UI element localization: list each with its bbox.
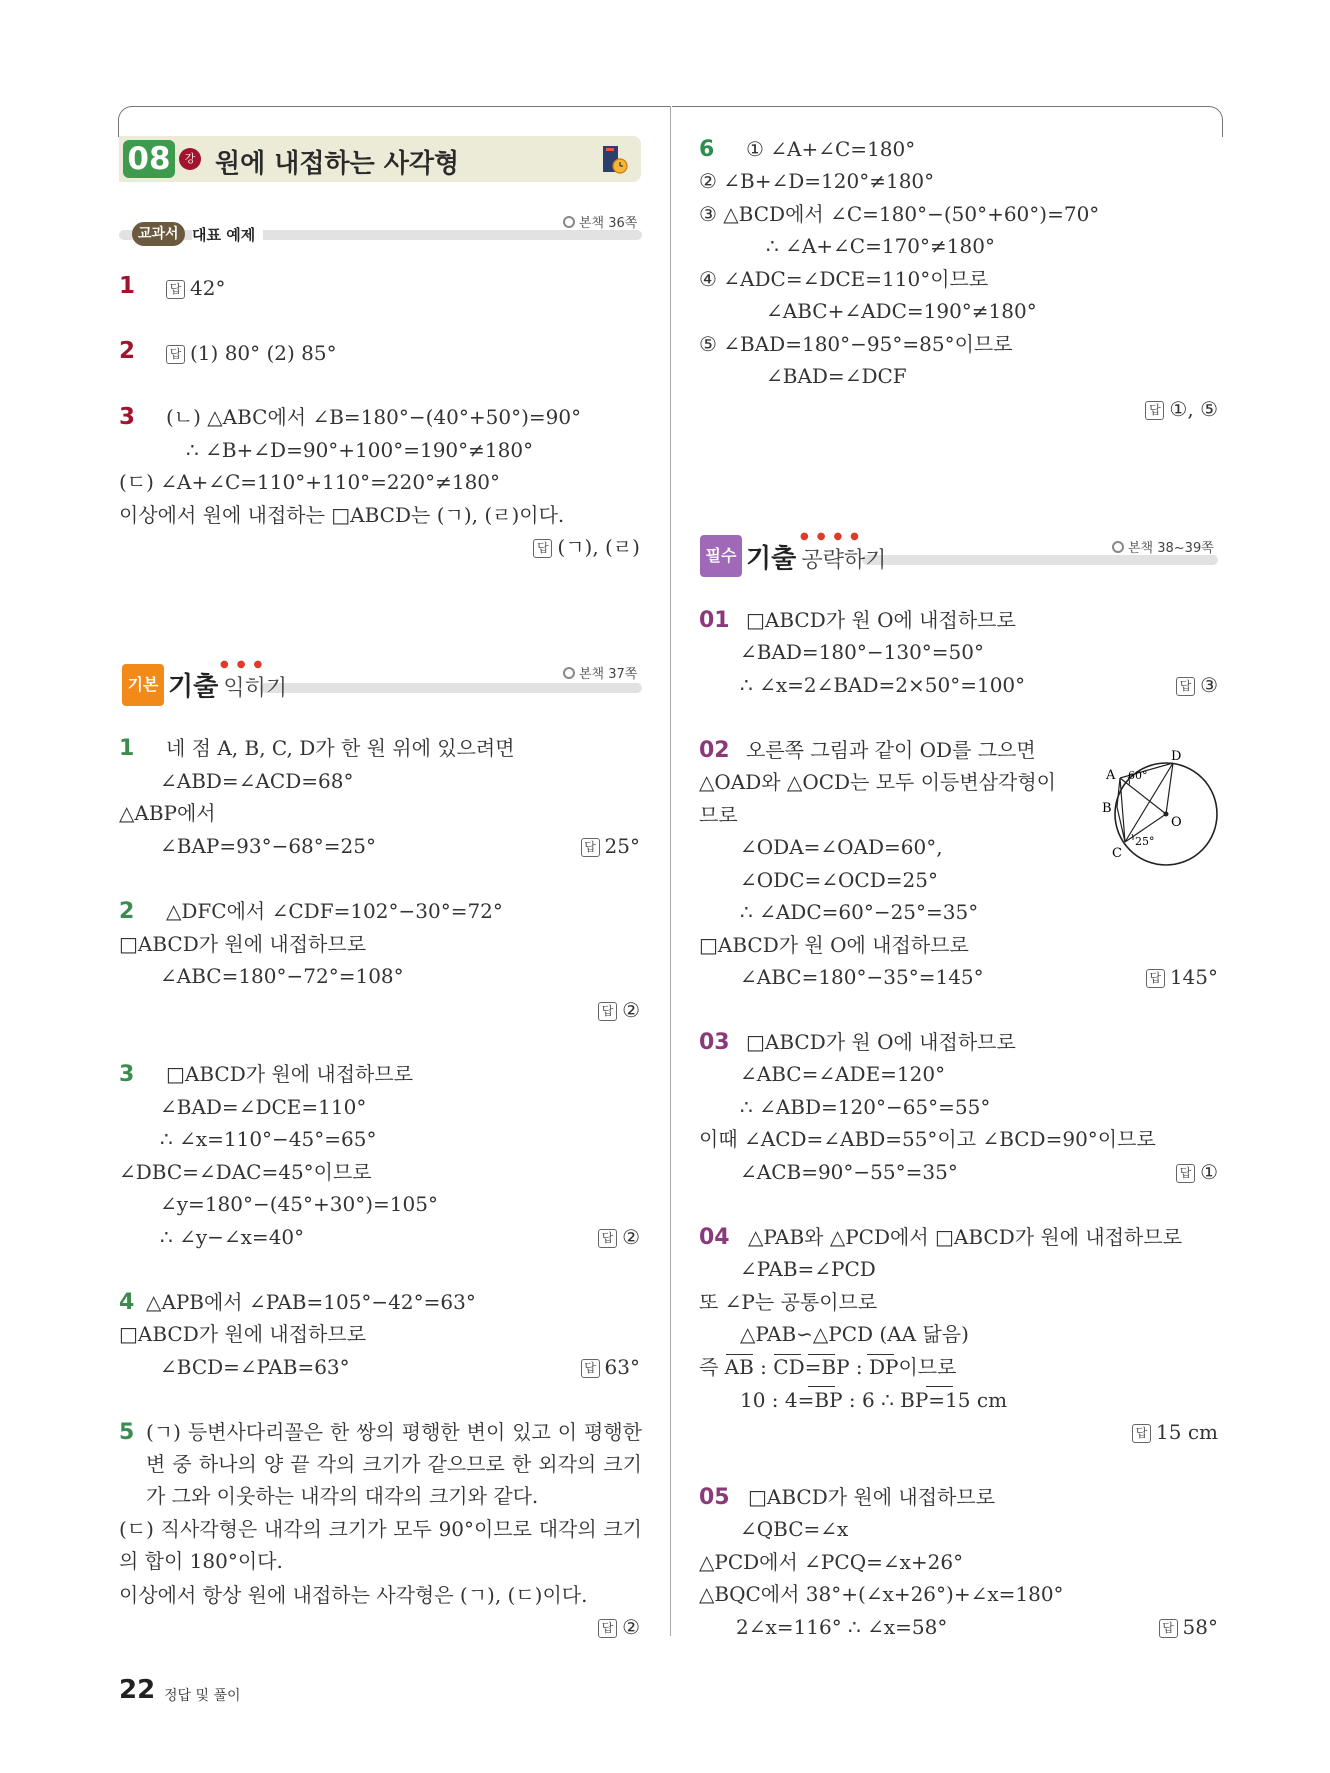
basic-title-dots: ●●● <box>220 659 271 670</box>
b3-line-2: ∠BAD=∠DCE=110° <box>160 1095 367 1119</box>
tx-num-3: 3 <box>119 404 136 430</box>
b3-line-1: □ABCD가 원에 내접하므로 <box>166 1062 414 1086</box>
b1-line-1: 네 점 A, B, C, D가 한 원 위에 있으려면 <box>166 736 515 760</box>
basic-answer-1 <box>581 833 640 859</box>
basic-answer-1-text: 25° <box>604 834 640 858</box>
b3-line-3: ∴ ∠x=110°−45°=65° <box>160 1127 377 1151</box>
q6-line-7: ⑤ ∠BAD=180°−95°=85°이므로 <box>699 332 1013 356</box>
e05-line-1: □ABCD가 원에 내접하므로 <box>748 1485 996 1509</box>
answer-icon: 답 <box>598 1619 617 1638</box>
ess-answer-03 <box>1176 1159 1218 1185</box>
tx-num-1: 1 <box>119 273 136 299</box>
tx-answer-1-text: 42° <box>190 276 226 300</box>
b4-line-3: ∠BCD=∠PAB=63° <box>160 1355 350 1379</box>
fig-angle-60: 60° <box>1128 769 1148 782</box>
overline-cd <box>774 1354 801 1355</box>
q6-line-6: ∠ABC+∠ADC=190°≠180° <box>766 299 1037 323</box>
ess-answer-02 <box>1146 964 1218 990</box>
e03-line-5: ∠ACB=90°−55°=35° <box>740 1160 958 1184</box>
basic-num-5: 5 <box>119 1420 135 1445</box>
q6-line-1: ① ∠A+∠C=180° <box>746 137 916 161</box>
fig-label-a: A <box>1106 768 1116 783</box>
b2-line-3: ∠ABC=180°−72°=108° <box>160 964 404 988</box>
tx-answer-1 <box>166 275 225 301</box>
e04-line-6: 10 : 4=BP : 6 ∴ BP=15 cm <box>740 1388 1008 1412</box>
e02-line-4: ∠ODA=∠OAD=60°, <box>740 835 943 859</box>
b3-line-5: ∠y=180°−(45°+30°)=105° <box>160 1192 438 1216</box>
answer-icon: 답 <box>1159 1619 1178 1638</box>
e02-line-7: □ABCD가 원 O에 내접하므로 <box>699 933 969 957</box>
b5-text-3: 이상에서 항상 원에 내접하는 사각형은 (ㄱ), (ㄷ)이다. <box>119 1583 588 1607</box>
overline-bp-3 <box>926 1386 953 1387</box>
overline-bp-2 <box>808 1386 835 1387</box>
fig-angle-25: 25° <box>1135 835 1155 848</box>
basic-title-rest: 익히기 <box>223 676 288 701</box>
e02-line-8: ∠ABC=180°−35°=145° <box>740 965 984 989</box>
tx-num-2: 2 <box>119 338 136 364</box>
e05-line-2: ∠QBC=∠x <box>740 1517 849 1541</box>
fig-label-b: B <box>1102 801 1112 816</box>
ess-answer-03-text: ① <box>1200 1160 1218 1184</box>
b1-line-4: ∠BAP=93°−68°=25° <box>160 834 376 858</box>
ess-num-03: 03 <box>699 1030 730 1055</box>
e03-line-1: □ABCD가 원 O에 내접하므로 <box>746 1030 1016 1054</box>
e04-line-4: △PAB∽△PCD (AA 닮음) <box>740 1322 969 1346</box>
q6-line-8: ∠BAD=∠DCF <box>766 364 907 388</box>
e03-line-4: 이때 ∠ACD=∠ABD=55°이고 ∠BCD=90°이므로 <box>699 1127 1156 1151</box>
e03-line-2: ∠ABC=∠ADE=120° <box>740 1062 946 1086</box>
essential-title <box>746 538 886 575</box>
overline-bp <box>808 1354 835 1355</box>
basic-num-3: 3 <box>119 1062 135 1087</box>
b2-line-2: □ABCD가 원에 내접하므로 <box>119 932 367 956</box>
basic-answer-3 <box>598 1224 640 1250</box>
chapter-header <box>119 136 641 182</box>
b3-line-6: ∴ ∠y−∠x=40° <box>160 1225 305 1249</box>
ess-num-05: 05 <box>699 1485 730 1510</box>
ess-answer-02-text: 145° <box>1169 965 1218 989</box>
tx3-line-4: 이상에서 원에 내접하는 □ABCD는 (ㄱ), (ㄹ)이다. <box>119 503 565 527</box>
answer-icon: 답 <box>581 838 600 857</box>
basic-ref <box>563 663 637 682</box>
b1-line-2: ∠ABD=∠ACD=68° <box>160 769 354 793</box>
e04-line-3: 또 ∠P는 공통이므로 <box>699 1290 878 1314</box>
e02-line-3: 므로 <box>699 803 738 827</box>
e04-line-5: 즉 AB : CD=BP : DP이므로 <box>699 1355 957 1379</box>
textbook-label-text: 교과서 <box>138 226 179 242</box>
textbook-ref <box>563 212 637 231</box>
ref-dot-icon <box>563 667 575 679</box>
chapter-number <box>123 140 175 178</box>
ess-answer-01 <box>1176 672 1218 698</box>
basic-answer-2 <box>598 997 640 1023</box>
basic-ref-text: 본책 37쪽 <box>579 667 638 682</box>
e02-line-6: ∴ ∠ADC=60°−25°=35° <box>740 900 979 924</box>
ess-answer-05 <box>1159 1614 1218 1640</box>
fig-label-d: D <box>1171 749 1182 764</box>
ess-num-01: 01 <box>699 608 730 633</box>
e02-line-2: △OAD와 △OCD는 모두 이등변삼각형이 <box>699 770 1056 794</box>
tx3-line-2: ∴ ∠B+∠D=90°+100°=190°≠180° <box>186 438 534 462</box>
basic-section-bar <box>260 683 642 693</box>
answer-icon: 답 <box>581 1359 600 1378</box>
q6-line-4: ∴ ∠A+∠C=170°≠180° <box>766 234 995 258</box>
basic-label-text: 기본 <box>127 675 159 694</box>
circle-figure <box>1095 745 1230 875</box>
ess-answer-01-text: ③ <box>1200 673 1218 697</box>
ess-num-02: 02 <box>699 738 730 763</box>
b5-text-2: (ㄷ) 직사각형은 내각의 크기가 모두 90°이므로 대각의 크기의 합이 180°이다. <box>119 1517 642 1573</box>
b5-text-1: (ㄱ) 등변사다리꼴은 한 쌍의 평행한 변이 있고 이 평행한 변 중 하나의 양 끝 각의 크기가 같으므로 한 외각의 크기가 그와 이웃하는 내각의 대각의 크기와 같다. <box>146 1420 642 1508</box>
essential-title-bold: 기출 <box>746 544 797 574</box>
q6-answer-text: ①, ⑤ <box>1169 397 1218 421</box>
essential-title-rest: 공략하기 <box>801 548 887 573</box>
overline-ab <box>726 1354 753 1355</box>
e05-line-4: △BQC에서 38°+(∠x+26°)+∠x=180° <box>699 1582 1064 1606</box>
b4-line-1: △APB에서 ∠PAB=105°−42°=63° <box>146 1290 476 1314</box>
ess-num-04: 04 <box>699 1225 730 1250</box>
chapter-number-text: 08 <box>127 141 171 177</box>
b1-line-3: △ABP에서 <box>119 801 216 825</box>
e05-line-5: 2∠x=116° ∴ ∠x=58° <box>736 1615 948 1639</box>
q6-line-2: ② ∠B+∠D=120°≠180° <box>699 169 935 193</box>
basic-num-2: 2 <box>119 899 135 924</box>
answer-icon: 답 <box>1176 1164 1195 1183</box>
answer-icon: 답 <box>598 1002 617 1021</box>
textbook-label <box>132 222 185 246</box>
ref-dot-icon <box>1112 541 1124 553</box>
basic-answer-4 <box>581 1354 640 1380</box>
essential-label-text: 필수 <box>705 546 737 565</box>
textbook-ref-text: 본책 36쪽 <box>579 216 638 231</box>
tx-answer-2 <box>166 340 337 366</box>
e03-line-3: ∴ ∠ABD=120°−65°=55° <box>740 1095 991 1119</box>
chapter-badge <box>179 148 201 170</box>
basic-title-bold: 기출 <box>168 672 219 702</box>
ref-dot-icon <box>563 216 575 228</box>
basic-answer-5 <box>598 1614 640 1640</box>
tx3-line-3: (ㄷ) ∠A+∠C=110°+110°=220°≠180° <box>119 470 501 494</box>
q6-num: 6 <box>699 137 715 162</box>
essential-label <box>700 535 742 577</box>
answer-icon: 답 <box>1145 401 1164 420</box>
e01-line-3: ∴ ∠x=2∠BAD=2×50°=100° <box>740 673 1026 697</box>
ess-answer-04 <box>1132 1419 1218 1445</box>
ess-answer-05-text: 58° <box>1182 1615 1218 1639</box>
e04-line-2: ∠PAB=∠PCD <box>740 1257 876 1281</box>
right-frame <box>672 106 1223 137</box>
e04-line-1: △PAB와 △PCD에서 □ABCD가 원에 내접하므로 <box>748 1225 1183 1249</box>
chapter-badge-text: 강 <box>184 152 196 165</box>
left-frame <box>118 106 671 137</box>
tx-answer-3-text: (ㄱ), (ㄹ) <box>557 535 640 559</box>
q6-line-3: ③ △BCD에서 ∠C=180°−(50°+60°)=70° <box>699 202 1100 226</box>
basic-label <box>122 664 164 706</box>
tx-answer-3 <box>533 534 640 560</box>
textbook-title: 대표 예제 <box>192 224 263 245</box>
column-divider <box>670 106 671 1636</box>
answer-icon: 답 <box>166 345 185 364</box>
fig-label-o: O <box>1171 815 1182 830</box>
e01-line-2: ∠BAD=180°−130°=50° <box>740 640 985 664</box>
tx-answer-2-text: (1) 80° (2) 85° <box>190 341 337 365</box>
page-number: 22 <box>119 1675 156 1705</box>
e02-line-1: 오른쪽 그림과 같이 OD를 그으면 <box>746 738 1036 762</box>
essential-ref <box>1112 537 1214 556</box>
answer-icon: 답 <box>1132 1424 1151 1443</box>
essential-ref-text: 본책 38~39쪽 <box>1128 541 1214 556</box>
chapter-title: 원에 내접하는 사각형 <box>215 149 460 179</box>
book-clock-icon <box>601 144 627 174</box>
e01-line-1: □ABCD가 원 O에 내접하므로 <box>746 608 1016 632</box>
basic-answer-2-text: ② <box>622 998 640 1022</box>
b4-line-2: □ABCD가 원에 내접하므로 <box>119 1322 367 1346</box>
essential-section-bar <box>862 555 1218 565</box>
answer-icon: 답 <box>533 539 552 558</box>
e02-line-5: ∠ODC=∠OCD=25° <box>740 868 938 892</box>
answer-icon: 답 <box>1176 677 1195 696</box>
ess-answer-04-text: 15 cm <box>1156 1420 1218 1444</box>
overline-dp <box>867 1354 894 1355</box>
b3-line-4: ∠DBC=∠DAC=45°이므로 <box>119 1160 372 1184</box>
q6-answer <box>1145 396 1218 422</box>
basic-num-4: 4 <box>119 1290 135 1315</box>
answer-icon: 답 <box>598 1229 617 1248</box>
basic-answer-3-text: ② <box>622 1225 640 1249</box>
footer-label: 정답 및 풀이 <box>164 1688 241 1704</box>
basic-answer-5-text: ② <box>622 1615 640 1639</box>
fig-label-c: C <box>1112 846 1122 861</box>
tx3-line-1: (ㄴ) △ABC에서 ∠B=180°−(40°+50°)=90° <box>166 405 582 429</box>
basic-title <box>168 666 287 703</box>
q6-line-5: ④ ∠ADC=∠DCE=110°이므로 <box>699 267 989 291</box>
basic-answer-4-text: 63° <box>604 1355 640 1379</box>
answer-icon: 답 <box>1146 969 1165 988</box>
answer-icon: 답 <box>166 280 185 299</box>
essential-title-dots: ●●●● <box>800 531 867 542</box>
basic-num-1: 1 <box>119 736 135 761</box>
e05-line-3: △PCD에서 ∠PCQ=∠x+26° <box>699 1550 964 1574</box>
b2-line-1: △DFC에서 ∠CDF=102°−30°=72° <box>166 899 503 923</box>
